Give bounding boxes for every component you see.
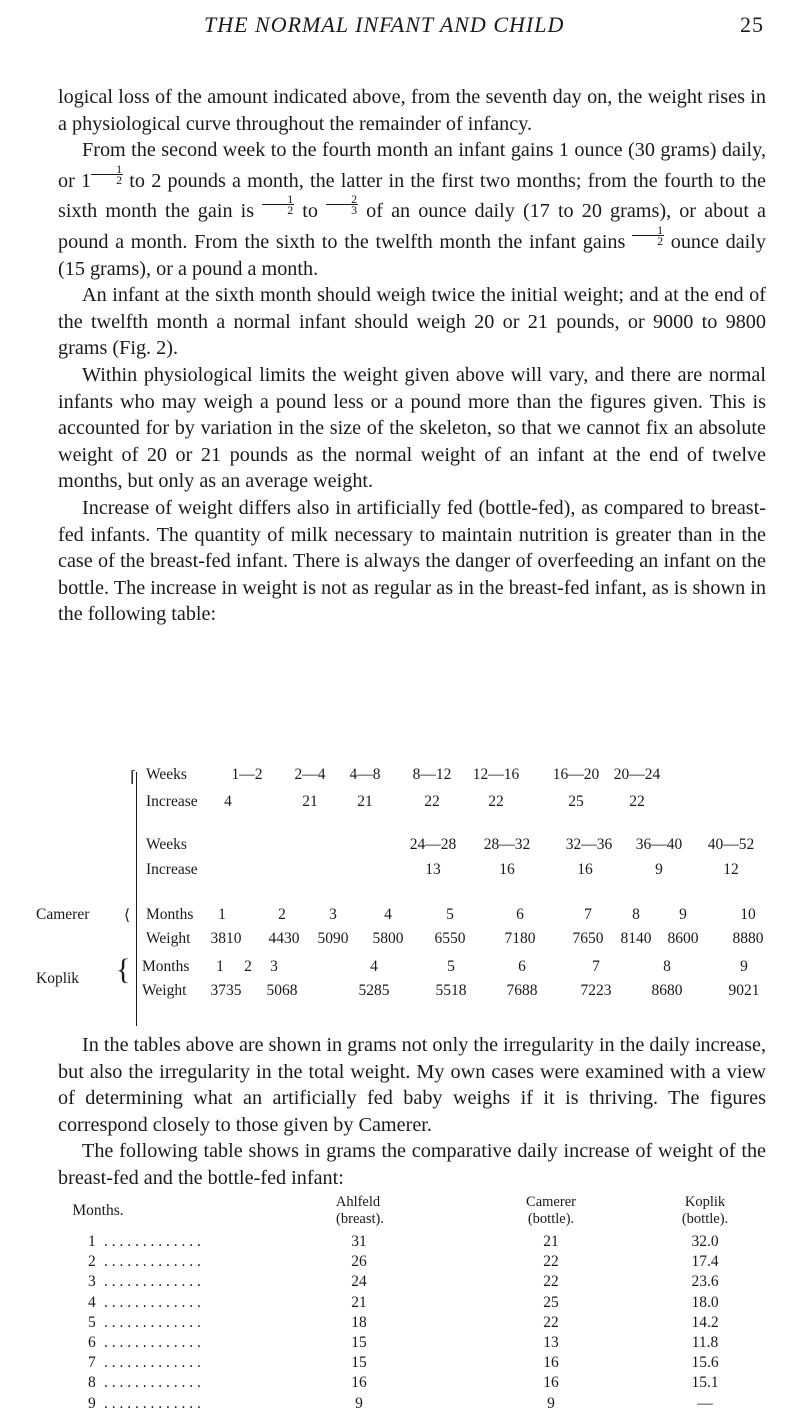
month-cell: 9 — [88, 1394, 96, 1412]
ahlfeld-cell: 16 — [351, 1374, 367, 1392]
koplik-label-months: Months — [142, 958, 190, 975]
month-cell: 1 — [88, 1233, 96, 1250]
paragraph-weight-gain: From the second week to the fourth month an infant gains 1 ounce (30 grams) daily, or 1 $\frac{1}{2}$ to 2 pounds a month, the latter in the first two months; from the fourth to the sixth month the gain is $\frac{1}{2}$ to $\frac{2}{3}$ of an ounce daily (17 to 20 grams), or about a pound a month. From the sixth to the twelfth month the infant gains $\frac{1}{2}$ ounce daily (15 grams), or a pound a month. — [58, 139, 767, 280]
koplik-cell: 11.8 — [691, 1334, 719, 1351]
weight-cell: 8880 — [732, 930, 764, 947]
increase-cell: 16 — [499, 861, 515, 878]
month-cell: 5 — [447, 958, 455, 975]
page-number: 25 — [740, 12, 764, 37]
dot-leader: . . . . . . . . . . . . . — [104, 1313, 201, 1331]
ahlfeld-cell: 21 — [351, 1293, 367, 1311]
row3-label-months: Months — [146, 906, 194, 923]
weight-cell: 6550 — [434, 930, 466, 947]
weeks-cell: 36—40 — [635, 836, 683, 853]
month-cell: 6 — [518, 958, 526, 975]
brace-top: ⌈ — [130, 769, 137, 786]
row2-label-increase: Increase — [146, 861, 198, 878]
dot-leader: . . . . . . . . . . . . . — [104, 1233, 201, 1250]
month-cell: 8 — [632, 906, 640, 923]
koplik-cell: 15.6 — [691, 1354, 719, 1372]
paragraph: Increase of weight differs also in artificially fed (bottle-fed), as compared to breast-fed infants. The quantity of milk necessary to maintain nutrition is greater than in the case of the breast-fed infant. There is always the danger of overfeeding an infant on the bottle. The increase in weight is not as regular as in the breast-fed infant, as is shown in the following table: — [58, 496, 766, 626]
weight-cell: 8140 — [620, 930, 652, 947]
koplik-cell: 32.0 — [691, 1233, 719, 1250]
ahlfeld-cell: 24 — [351, 1273, 367, 1291]
increase-cell: 9 — [655, 861, 663, 878]
weight-cell: 5090 — [317, 930, 349, 947]
weight-cell: 7650 — [572, 930, 604, 947]
month-cell: 8 — [88, 1374, 96, 1392]
camerer-cell: 22 — [543, 1273, 559, 1291]
koplik-label-weight: Weight — [142, 982, 187, 999]
weight-cell: 8680 — [651, 982, 683, 999]
weight-cell: 7180 — [504, 930, 536, 947]
camerer-cell: 22 — [543, 1313, 559, 1331]
month-cell: 2 — [244, 958, 252, 975]
fraction: $\frac{1}{2}$ — [632, 225, 664, 246]
weight-cell: 4430 — [268, 930, 300, 947]
weight-cell: 5518 — [435, 982, 467, 999]
weeks-cell: 28—32 — [483, 836, 531, 853]
col-head-camerer: Camerer — [526, 1194, 576, 1210]
weeks-cell: 8—12 — [412, 766, 452, 783]
koplik-cell: 17.4 — [691, 1253, 719, 1271]
col-head-camerer-sub: (bottle). — [527, 1211, 575, 1227]
camerer-cell: 13 — [543, 1334, 559, 1351]
month-cell: 4 — [370, 958, 378, 975]
camerer-cell: 16 — [543, 1374, 559, 1392]
koplik-cell: 14.2 — [691, 1313, 719, 1331]
koplik-cell: 23.6 — [691, 1273, 719, 1291]
month-cell: 2 — [278, 906, 286, 923]
brace-mid: ⟨ — [124, 907, 131, 924]
ahlfeld-cell: 9 — [355, 1394, 363, 1412]
camerer-cell: 21 — [543, 1233, 559, 1250]
col-head-months: Months. — [72, 1202, 124, 1219]
ahlfeld-cell: 18 — [351, 1313, 367, 1331]
month-cell: 5 — [88, 1313, 96, 1331]
month-cell: 8 — [663, 958, 671, 975]
increase-cell: 22 — [629, 793, 645, 810]
ahlfeld-cell: 31 — [351, 1233, 367, 1250]
col-head-koplik: Koplik — [684, 1194, 726, 1210]
increase-cell: 16 — [577, 861, 593, 878]
col-head-ahlfeld-sub: (breast). — [336, 1211, 384, 1227]
fraction: $\frac{1}{2}$ — [91, 164, 123, 185]
dot-leader: . . . . . . . . . . . . . — [104, 1334, 201, 1351]
weeks-cell: 20—24 — [613, 766, 661, 783]
row2-label-weeks: Weeks — [146, 836, 187, 853]
koplik-label: Koplik — [36, 970, 80, 987]
camerer-cell: 9 — [547, 1394, 555, 1412]
month-cell: 6 — [516, 906, 524, 923]
month-cell: 3 — [329, 906, 337, 923]
increase-cell: 21 — [357, 793, 373, 810]
weight-cell: 7223 — [580, 982, 612, 999]
dot-leader: . . . . . . . . . . . . . — [104, 1273, 201, 1291]
month-cell: 5 — [446, 906, 454, 923]
dot-leader: . . . . . . . . . . . . . — [104, 1374, 201, 1392]
increase-cell: 25 — [568, 793, 584, 810]
month-cell: 7 — [88, 1354, 96, 1372]
increase-cell: 13 — [425, 861, 441, 878]
row1-label-weeks: Weeks — [146, 766, 187, 783]
weeks-cell: 4—8 — [349, 766, 381, 783]
month-cell: 3 — [270, 958, 278, 975]
running-head-title: THE NORMAL INFANT AND CHILD — [204, 12, 565, 37]
month-cell: 10 — [740, 906, 756, 923]
row1-label-increase: Increase — [146, 793, 198, 810]
dot-leader: . . . . . . . . . . . . . — [104, 1293, 201, 1311]
ahlfeld-cell: 15 — [351, 1354, 367, 1372]
camerer-cell: 22 — [543, 1253, 559, 1271]
weight-cell: 9021 — [728, 982, 760, 999]
weight-cell: 8600 — [667, 930, 699, 947]
month-cell: 9 — [679, 906, 687, 923]
camerer-cell: 25 — [543, 1293, 559, 1311]
weeks-cell: 32—36 — [565, 836, 613, 853]
dot-leader: . . . . . . . . . . . . . — [104, 1354, 201, 1372]
weeks-cell: 16—20 — [552, 766, 600, 783]
fraction: $\frac{2}{3}$ — [326, 194, 358, 215]
camerer-cell: 16 — [543, 1354, 559, 1372]
weeks-cell: 2—4 — [294, 766, 326, 783]
weeks-cell: 1—2 — [231, 766, 263, 783]
month-cell: 7 — [592, 958, 600, 975]
paragraph: The following table shows in grams the comparative daily increase of weight of the breast-fed and the bottle-fed infant: — [58, 1140, 766, 1189]
weeks-cell: 40—52 — [707, 836, 755, 853]
ahlfeld-cell: 15 — [351, 1334, 367, 1351]
month-cell: 4 — [88, 1293, 96, 1311]
increase-cell: 22 — [424, 793, 440, 810]
paragraph: logical loss of the amount indicated above, from the seventh day on, the weight rises in a physiological curve throughout the remainder of infancy. — [58, 86, 766, 135]
increase-cell: 21 — [302, 793, 318, 810]
month-cell: 9 — [740, 958, 748, 975]
month-cell: 7 — [584, 906, 592, 923]
weight-cell: 7688 — [506, 982, 538, 999]
increase-cell: 12 — [723, 861, 739, 878]
dot-leader: . . . . . . . . . . . . . — [104, 1253, 201, 1271]
weight-cell: 3735 — [210, 982, 242, 999]
month-cell: 4 — [384, 906, 392, 923]
increase-cell: 4 — [224, 793, 232, 810]
weeks-cell: 24—28 — [409, 836, 457, 853]
dot-leader: . . . . . . . . . . . . . — [104, 1394, 201, 1412]
koplik-cell: 15.1 — [691, 1374, 719, 1392]
koplik-cell: 18.0 — [691, 1293, 719, 1311]
month-cell: 1 — [216, 958, 224, 975]
month-cell: 2 — [88, 1253, 96, 1271]
weight-cell: 3810 — [210, 930, 242, 947]
camerer-label: Camerer — [36, 906, 90, 923]
fraction: $\frac{1}{2}$ — [262, 194, 294, 215]
paragraph: In the tables above are shown in grams not only the irregularity in the daily increase, but also the irregularity in the total weight. My own cases were examined with a view of determining what an artificially fed baby weighs if it is thriving. The figures correspond closely to those given by Camerer. — [58, 1034, 766, 1136]
weeks-cell: 12—16 — [472, 766, 520, 783]
month-cell: 3 — [88, 1273, 96, 1291]
month-cell: 6 — [88, 1334, 96, 1351]
weight-cell: 5800 — [372, 930, 404, 947]
koplik-cell: — — [697, 1394, 713, 1412]
col-head-ahlfeld: Ahlfeld — [335, 1194, 381, 1210]
col-head-koplik-sub: (bottle). — [681, 1211, 729, 1227]
increase-cell: 22 — [488, 793, 504, 810]
row3-label-weight: Weight — [146, 930, 191, 947]
ahlfeld-cell: 26 — [351, 1253, 367, 1271]
koplik-brace: { — [116, 953, 131, 986]
paragraph: An infant at the sixth month should weigh twice the initial weight; and at the end of the twelfth month a normal infant should weigh 20 or 21 pounds, or 9000 to 9800 grams (Fig. 2). — [58, 284, 766, 360]
paragraph: Within physiological limits the weight given above will vary, and there are normal infants who may weigh a pound less or a pound more than the figures given. This is accounted for by variation in the size of the skeleton, so that we cannot fix an absolute weight of 20 or 21 pounds as the normal weight of an infant at the end of twelve months, but only as an average weight. — [58, 363, 766, 493]
weight-cell: 5285 — [358, 982, 390, 999]
weight-cell: 5068 — [266, 982, 298, 999]
month-cell: 1 — [218, 906, 226, 923]
